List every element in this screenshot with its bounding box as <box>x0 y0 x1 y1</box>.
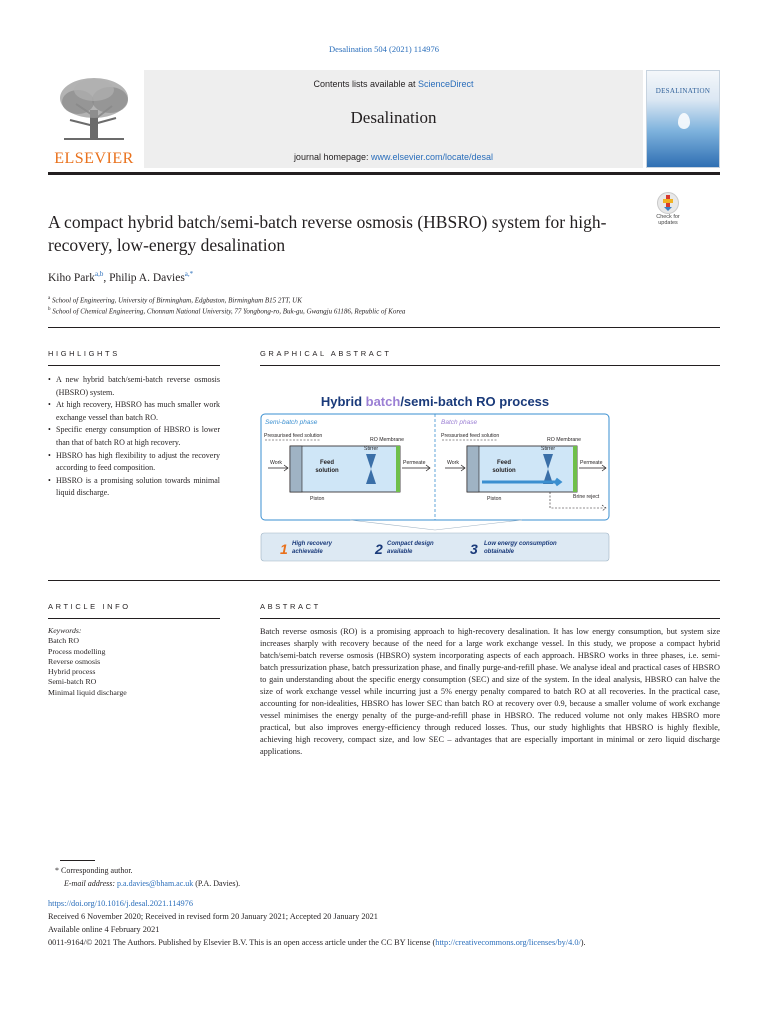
affiliation-mark: b <box>48 307 51 312</box>
abstract-heading: ABSTRACT <box>260 602 321 611</box>
crossmark-label <box>648 214 688 226</box>
received-dates: Received 6 November 2020; Received in revised form 20 January 2021; Accepted 20 January 2021 <box>48 912 378 921</box>
piston-label: Piston <box>487 496 502 502</box>
license-prefix: 0011-9164/© 2021 The Authors. Published by Elsevier B.V. This is an open access article under the CC BY license ( <box>48 938 436 947</box>
highlights-heading: HIGHLIGHTS <box>48 349 120 358</box>
semi-batch-phase-label: Semi-batch phase <box>265 419 318 426</box>
journal-citation[interactable]: Desalination 504 (2021) 114976 <box>329 44 439 54</box>
work-label: Work <box>447 460 460 466</box>
benefit-text-line1: Compact design <box>387 541 434 547</box>
highlight-item: • A new hybrid batch/semi-batch reverse osmosis (HBSRO) system. <box>48 374 220 399</box>
keyword: Semi-batch RO <box>48 677 97 687</box>
affiliation <box>48 296 302 304</box>
publisher-wordmark: ELSEVIER <box>54 150 134 167</box>
author-separator: , <box>103 271 110 284</box>
work-label: Work <box>270 460 283 466</box>
batch-vessel <box>467 446 577 492</box>
author-list <box>48 270 193 284</box>
batch-piston <box>467 446 479 492</box>
homepage-line <box>144 152 643 162</box>
highlight-item: • At high recovery, HBSRO has much smaller work exchange vessel than batch RO. <box>48 399 220 424</box>
feed-solution-line2: solution <box>315 468 339 474</box>
masthead-divider <box>48 172 720 175</box>
contents-prefix: Contents lists available at <box>313 79 419 89</box>
water-drop-icon <box>678 113 690 129</box>
cover-title: DESALINATION <box>655 87 711 95</box>
publisher-logo[interactable] <box>48 70 140 168</box>
graphical-abstract-heading: GRAPHICAL ABSTRACT <box>260 349 392 358</box>
crossmark-label-line2: updates <box>658 220 678 226</box>
sciencedirect-link[interactable]: ScienceDirect <box>418 79 474 89</box>
highlight-item: • HBSRO has high flexibility to adjust the recovery according to feed composition. <box>48 450 220 475</box>
author-affiliation-mark[interactable]: a,b <box>94 270 104 278</box>
corresponding-author-note: * Corresponding author. <box>55 866 133 875</box>
benefit-text-line2: achievable <box>292 549 323 555</box>
feed-solution-line1: Feed <box>496 460 512 466</box>
semi-batch-membrane <box>396 446 400 492</box>
keyword: Process modelling <box>48 646 106 656</box>
journal-name: Desalination <box>350 108 437 127</box>
crossmark-label-line1: Check for <box>656 214 680 220</box>
affiliation-mark: a <box>48 296 51 301</box>
stirrer-label: Stirrer <box>541 446 556 452</box>
abstract-rule <box>260 618 720 619</box>
contents-line <box>144 79 643 89</box>
ga-title-part1: Hybrid <box>320 394 366 409</box>
keyword: Hybrid process <box>48 667 96 677</box>
keyword: Batch RO <box>48 636 79 646</box>
piston-label: Piston <box>310 496 325 502</box>
affiliation-text: School of Chemical Engineering, Chonnam National University, 77 Yongbong-ro, Buk-gu, Gwangju 61186, Republic of Korea <box>52 307 406 316</box>
feed-solution-line1: Feed <box>319 460 335 466</box>
pressurised-feed-label: Pressurised feed solution <box>264 433 323 439</box>
batch-membrane <box>573 446 577 492</box>
keyword: Reverse osmosis <box>48 656 101 666</box>
license-link[interactable]: http://creativecommons.org/licenses/by/4.0/ <box>435 938 581 947</box>
benefit-text-line2: obtainable <box>484 549 515 555</box>
article-info-heading: ARTICLE INFO <box>48 602 131 611</box>
highlight-item: • Specific energy consumption of HBSRO is lower than that of batch RO at high recovery. <box>48 424 220 449</box>
ga-title-part2: /semi-batch RO process <box>400 394 550 409</box>
journal-cover[interactable] <box>646 70 720 168</box>
affiliation-text: School of Engineering, University of Birmingham, Edgbaston, Birmingham B15 2TT, UK <box>51 296 302 305</box>
keyword: Minimal liquid discharge <box>48 687 127 697</box>
benefit-text-line2: available <box>387 549 413 555</box>
batch-phase-label: Batch phase <box>441 419 478 426</box>
ga-title-batch: batch <box>365 394 401 409</box>
semi-batch-vessel <box>290 446 400 492</box>
benefit-number: 3 <box>470 541 478 557</box>
email-suffix: (P.A. Davies). <box>193 879 241 888</box>
doi-line <box>48 899 193 908</box>
permeate-label: Permeate <box>403 460 426 466</box>
elsevier-tree-icon <box>54 76 134 142</box>
author-name[interactable]: Philip A. Davies <box>109 271 185 284</box>
ro-membrane-label: RO Membrane <box>370 437 405 443</box>
benefit-number: 1 <box>280 541 288 557</box>
abstract-body: Batch reverse osmosis (RO) is a promising approach to high-recovery desalination. It has low energy consumption, but system size increases sharply with recovery because of the need for a large work exchange vessel. In this study, we propose a compact hybrid batch/semi-batch reverse osmosis (HBSRO) system incorporating aspects of each approach. HBSRO works in three phases, i.e. semi-batch pressurization phase, batch pressurization phase, and finally purge-and-refill phase. We analyse ideal and practical cases of HBSRO to gain understanding about the specific energy consumption (SEC) and size of the system. In the ideal analysis, HBSRO can halve the size of work exchange vessel while incurring just a 5% energy penalty compared to batch RO at all recoveries. In the practical case, accounting for non-idealities, HBSRO has lower SEC than batch RO at recovery over 0.9, because a smaller volume of work exchange vessel minimises the energy penalty of the purge-and-refill phase in HBSRO. The reduced volume not only makes HBSRO more practical, but also improves energy-efficiency through reduced losses. Thus, our study highlights that HBSRO is highly flexible, achieving high recovery, compact size, and low SEC – advantages that are especially important in minimal or zero liquid discharge applications. <box>260 627 720 756</box>
journal-info-box <box>144 70 643 168</box>
homepage-link[interactable]: www.elsevier.com/locate/desal <box>371 152 494 162</box>
ga-title <box>321 394 549 409</box>
journal-masthead <box>48 70 720 168</box>
graphical-abstract-rule <box>260 365 720 366</box>
author-affiliation-mark[interactable]: a,* <box>184 270 194 278</box>
keywords-block <box>48 626 223 698</box>
section-divider <box>48 580 720 581</box>
crossmark-icon <box>657 192 679 214</box>
permeate-label: Permeate <box>580 460 603 466</box>
highlight-item: • HBSRO is a promising solution towards minimal liquid discharge. <box>48 475 220 500</box>
benefit-text-line1: Low energy consumption <box>484 541 557 547</box>
doi-link[interactable]: https://doi.org/10.1016/j.desal.2021.114976 <box>48 899 193 908</box>
affiliation <box>48 307 405 315</box>
available-online-date: Available online 4 February 2021 <box>48 925 160 934</box>
ga-connector <box>350 520 522 530</box>
license-suffix: ). <box>580 938 586 947</box>
email-footnote <box>64 879 240 888</box>
section-divider <box>48 327 720 328</box>
brine-reject-label: Brine reject <box>573 494 600 500</box>
email-label: E-mail address: <box>64 879 118 888</box>
stirrer-label: Stirrer <box>364 446 379 452</box>
highlights-list <box>48 374 220 500</box>
author-name[interactable]: Kiho Park <box>48 271 95 284</box>
article-title: A compact hybrid batch/semi-batch reverse osmosis (HBSRO) system for high-recovery, low-energy desalination <box>48 212 607 255</box>
feed-solution-line2: solution <box>492 468 516 474</box>
homepage-prefix: journal homepage: <box>293 152 371 162</box>
benefit-number: 2 <box>375 541 383 557</box>
article-info-rule <box>48 618 220 619</box>
ro-membrane-label: RO Membrane <box>547 437 582 443</box>
email-link[interactable]: p.a.davies@bham.ac.uk <box>117 879 194 888</box>
semi-batch-piston <box>290 446 302 492</box>
benefit-text-line1: High recovery <box>292 541 333 547</box>
footnote-rule <box>60 860 95 861</box>
highlights-rule <box>48 365 220 366</box>
ga-benefits-bar <box>261 533 609 561</box>
graphical-abstract-figure[interactable] <box>260 384 610 564</box>
keywords-label: Keywords: <box>48 626 82 635</box>
check-for-updates-badge[interactable] <box>648 192 688 232</box>
license-line <box>48 938 586 947</box>
pressurised-feed-label: Pressurised feed solution <box>441 433 500 439</box>
